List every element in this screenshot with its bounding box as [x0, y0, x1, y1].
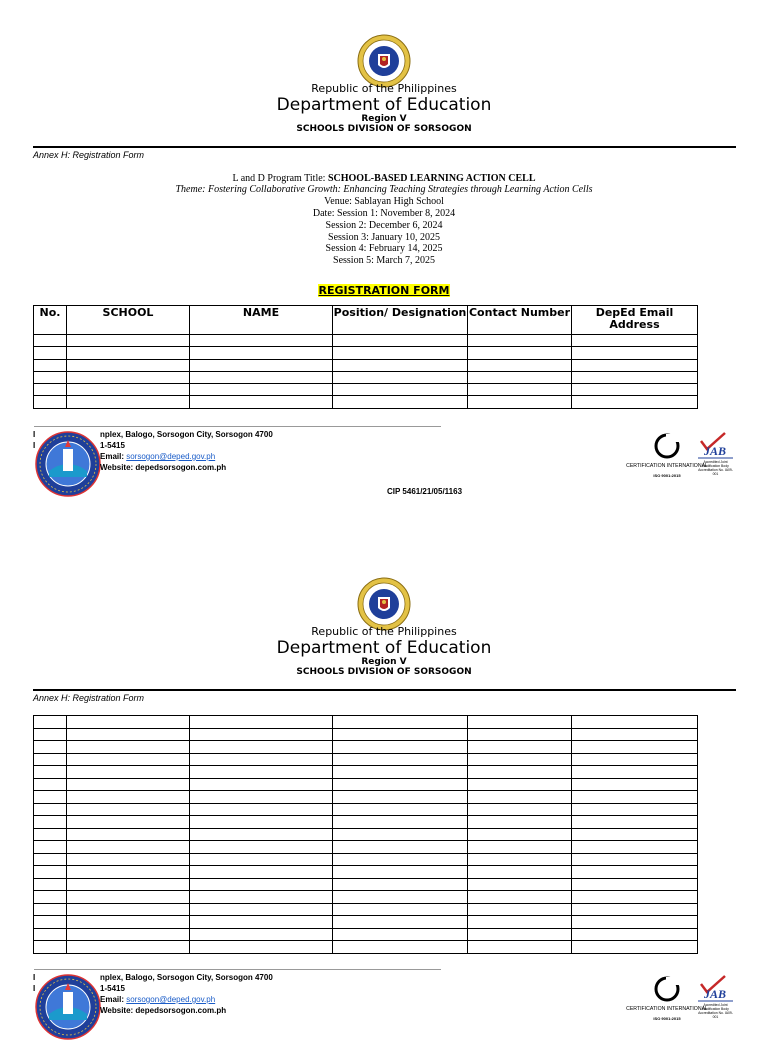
cert-iso: ISO 9001:2015 — [653, 1016, 681, 1021]
table-cell[interactable] — [468, 384, 572, 396]
table-cell[interactable] — [468, 766, 572, 779]
program-theme: Theme: Fostering Collaborative Growth: Enhancing Teaching Strategies through Learning Action Cells — [175, 184, 593, 195]
table-cell[interactable] — [67, 778, 190, 791]
table-cell[interactable] — [468, 866, 572, 879]
table-cell[interactable] — [67, 753, 190, 766]
table-cell[interactable] — [67, 766, 190, 779]
division-seal-icon — [35, 431, 101, 497]
session-4: Session 4: February 14, 2025 — [325, 243, 443, 254]
table-cell[interactable] — [190, 853, 333, 866]
session-2: Session 2: December 6, 2024 — [325, 220, 443, 231]
table-cell[interactable] — [572, 716, 698, 729]
footer-email-link[interactable]: sorsogon@deped.gov.ph — [126, 452, 216, 461]
table-cell[interactable] — [468, 841, 572, 854]
table-cell[interactable] — [572, 841, 698, 854]
table-cell[interactable] — [333, 396, 468, 408]
table-cell[interactable] — [572, 791, 698, 804]
table-row — [34, 728, 698, 741]
deped-seal-icon — [357, 34, 411, 88]
footer-stub-2: I — [33, 441, 36, 450]
table-cell[interactable] — [67, 396, 190, 408]
table-cell[interactable] — [572, 384, 698, 396]
table-cell[interactable] — [468, 928, 572, 941]
table-row — [34, 359, 698, 371]
table-cell[interactable] — [572, 728, 698, 741]
table-row — [34, 741, 698, 754]
footer-phone: 1-5415 — [100, 441, 125, 450]
footer-email-label: Email: — [100, 995, 127, 1004]
jab-caption: Accredited Joint Certification Body Accreditation No. IA09-001 — [698, 1003, 733, 1019]
table-cell[interactable] — [190, 878, 333, 891]
table-cell[interactable] — [190, 716, 333, 729]
table-row — [34, 347, 698, 359]
table-cell[interactable] — [67, 891, 190, 904]
table-row — [34, 384, 698, 396]
table-cell[interactable] — [468, 941, 572, 954]
table-cell[interactable] — [34, 728, 67, 741]
table-cell[interactable] — [333, 916, 468, 929]
table-body — [34, 335, 698, 409]
table-cell[interactable] — [190, 384, 333, 396]
footer-stub-1: I — [33, 973, 36, 982]
cert-text: CERTIFICATION INTERNATIONAL — [626, 1006, 708, 1012]
table-cell[interactable] — [333, 741, 468, 754]
table-cell[interactable] — [34, 941, 67, 954]
table-cell[interactable] — [333, 853, 468, 866]
table-cell[interactable] — [34, 741, 67, 754]
table-cell[interactable] — [468, 753, 572, 766]
table-cell[interactable] — [190, 903, 333, 916]
table-cell[interactable] — [333, 816, 468, 829]
table-cell[interactable] — [34, 753, 67, 766]
col-name-header: NAME — [190, 306, 333, 335]
footer-rule — [34, 969, 441, 970]
table-cell[interactable] — [333, 766, 468, 779]
table-cell[interactable] — [333, 828, 468, 841]
republic-text: Republic of the Philippines — [311, 625, 457, 638]
table-cell[interactable] — [67, 347, 190, 359]
footer-website: Website: depedsorsogon.com.ph — [100, 1006, 227, 1015]
table-cell[interactable] — [34, 891, 67, 904]
footer-rule — [34, 426, 441, 427]
table-cell[interactable] — [333, 791, 468, 804]
table-cell[interactable] — [468, 778, 572, 791]
table-cell[interactable] — [468, 816, 572, 829]
table-cell[interactable] — [67, 371, 190, 383]
table-cell[interactable] — [34, 335, 67, 347]
session-1: Date: Session 1: November 8, 2024 — [312, 208, 456, 219]
table-cell[interactable] — [468, 359, 572, 371]
table-cell[interactable] — [67, 716, 190, 729]
table-cell[interactable] — [333, 716, 468, 729]
table-cell[interactable] — [34, 766, 67, 779]
division-text: SCHOOLS DIVISION OF SORSOGON — [296, 124, 472, 134]
table-cell[interactable] — [34, 347, 67, 359]
footer-phone: 1-5415 — [100, 984, 125, 993]
table-row — [34, 371, 698, 383]
table-cell[interactable] — [34, 878, 67, 891]
table-cell[interactable] — [190, 371, 333, 383]
table-cell[interactable] — [190, 816, 333, 829]
table-cell[interactable] — [67, 335, 190, 347]
table-row — [34, 335, 698, 347]
table-cell[interactable] — [34, 828, 67, 841]
deped-seal-icon — [357, 577, 411, 631]
session-3: Session 3: January 10, 2025 — [328, 232, 440, 243]
table-row — [34, 816, 698, 829]
registration-table-continued — [33, 715, 698, 954]
certification-logos — [626, 431, 735, 483]
cert-text: CERTIFICATION INTERNATIONAL — [626, 463, 708, 469]
table-cell[interactable] — [572, 396, 698, 408]
table-cell[interactable] — [34, 359, 67, 371]
table-cell[interactable] — [190, 841, 333, 854]
table-cell[interactable] — [333, 903, 468, 916]
table-cell[interactable] — [572, 335, 698, 347]
table-cell[interactable] — [190, 941, 333, 954]
table-cell[interactable] — [572, 891, 698, 904]
jab-text: JAB — [703, 987, 727, 1001]
table-cell[interactable] — [468, 741, 572, 754]
table-cell[interactable] — [572, 903, 698, 916]
table-cell[interactable] — [67, 878, 190, 891]
table-cell[interactable] — [572, 803, 698, 816]
jab-caption: Accredited Joint Certification Body Accreditation No. IA09-001 — [698, 460, 733, 476]
footer-email-label: Email: — [100, 452, 127, 461]
table-row — [34, 916, 698, 929]
table-cell[interactable] — [190, 916, 333, 929]
table-cell[interactable] — [572, 359, 698, 371]
division-text: SCHOOLS DIVISION OF SORSOGON — [296, 667, 472, 677]
table-cell[interactable] — [333, 891, 468, 904]
col-email-header: DepEd Email Address — [572, 306, 698, 335]
department-title: Department of Education — [276, 95, 492, 115]
table-cell[interactable] — [67, 359, 190, 371]
program-title: SCHOOL-BASED LEARNING ACTION CELL — [327, 173, 536, 184]
table-cell[interactable] — [67, 903, 190, 916]
table-cell[interactable] — [468, 891, 572, 904]
registration-title-wrap — [0, 279, 768, 298]
table-cell[interactable] — [333, 384, 468, 396]
table-cell[interactable] — [333, 928, 468, 941]
table-cell[interactable] — [468, 716, 572, 729]
table-cell[interactable] — [468, 878, 572, 891]
header-rule — [33, 689, 736, 691]
republic-text: Republic of the Philippines — [311, 82, 457, 95]
table-cell[interactable] — [67, 728, 190, 741]
certification-logos — [626, 974, 735, 1026]
table-cell[interactable] — [333, 941, 468, 954]
table-cell[interactable] — [34, 841, 67, 854]
table-cell[interactable] — [572, 778, 698, 791]
footer-email-line — [100, 452, 215, 463]
table-cell[interactable] — [190, 741, 333, 754]
table-cell[interactable] — [67, 941, 190, 954]
table-cell[interactable] — [572, 741, 698, 754]
table-row — [34, 941, 698, 954]
table-cell[interactable] — [468, 828, 572, 841]
cip-number: CIP 5461/21/05/1163 — [387, 487, 463, 496]
table-row — [34, 853, 698, 866]
department-title: Department of Education — [276, 638, 492, 658]
table-cell[interactable] — [572, 766, 698, 779]
table-cell[interactable] — [190, 335, 333, 347]
footer-email-line — [100, 995, 215, 1006]
table-cell[interactable] — [468, 791, 572, 804]
table-row — [34, 778, 698, 791]
table-cell[interactable] — [67, 803, 190, 816]
table-cell[interactable] — [190, 359, 333, 371]
table-cell[interactable] — [333, 359, 468, 371]
table-cell[interactable] — [67, 828, 190, 841]
table-cell[interactable] — [468, 903, 572, 916]
table-cell[interactable] — [34, 916, 67, 929]
col-school-header: SCHOOL — [67, 306, 190, 335]
table-cell[interactable] — [190, 347, 333, 359]
table-cell[interactable] — [67, 841, 190, 854]
table-cell[interactable] — [190, 791, 333, 804]
table-row — [34, 791, 698, 804]
table-cell[interactable] — [468, 853, 572, 866]
header-rule — [33, 146, 736, 148]
table-cell[interactable] — [333, 841, 468, 854]
table-cell[interactable] — [67, 928, 190, 941]
table-cell[interactable] — [333, 371, 468, 383]
cert-iso: ISO 9001:2015 — [653, 473, 681, 478]
table-row — [34, 766, 698, 779]
table-cell[interactable] — [468, 335, 572, 347]
annex-label: Annex H: Registration Form — [33, 150, 145, 160]
table-cell[interactable] — [34, 803, 67, 816]
table-cell[interactable] — [190, 928, 333, 941]
table-cell[interactable] — [34, 384, 67, 396]
table-cell[interactable] — [190, 866, 333, 879]
table-cell[interactable] — [34, 778, 67, 791]
table-cell[interactable] — [190, 778, 333, 791]
table-cell[interactable] — [67, 916, 190, 929]
table-cell[interactable] — [67, 866, 190, 879]
table-cell[interactable] — [67, 816, 190, 829]
footer-website: Website: depedsorsogon.com.ph — [100, 463, 227, 472]
table-row — [34, 878, 698, 891]
table-row — [34, 716, 698, 729]
table-cell[interactable] — [468, 728, 572, 741]
table-cell[interactable] — [34, 866, 67, 879]
table-cell[interactable] — [34, 371, 67, 383]
table-cell[interactable] — [572, 828, 698, 841]
table-cell[interactable] — [190, 891, 333, 904]
jab-logo — [696, 433, 735, 480]
table-cell[interactable] — [572, 916, 698, 929]
program-venue: Venue: Sablayan High School — [324, 196, 444, 207]
table-cell[interactable] — [190, 766, 333, 779]
table-row — [34, 866, 698, 879]
annex-label: Annex H: Registration Form — [33, 693, 145, 703]
division-seal-icon — [35, 974, 101, 1040]
table-cell[interactable] — [468, 371, 572, 383]
col-no-header: No. — [34, 306, 67, 335]
jab-logo — [696, 976, 735, 1023]
table-cell[interactable] — [468, 916, 572, 929]
table-cell[interactable] — [34, 716, 67, 729]
footer-address: nplex, Balogo, Sorsogon City, Sorsogon 4700 — [100, 973, 273, 982]
table-cell[interactable] — [34, 396, 67, 408]
table-row — [34, 803, 698, 816]
table-cell[interactable] — [572, 928, 698, 941]
table-cell[interactable] — [572, 866, 698, 879]
session-5: Session 5: March 7, 2025 — [333, 255, 435, 266]
table-row — [34, 828, 698, 841]
table-cell[interactable] — [333, 878, 468, 891]
table-cell[interactable] — [572, 941, 698, 954]
table-cell[interactable] — [333, 753, 468, 766]
table-cell[interactable] — [67, 853, 190, 866]
table-cell[interactable] — [67, 384, 190, 396]
table-cell[interactable] — [572, 753, 698, 766]
table-cell[interactable] — [34, 903, 67, 916]
table-cell[interactable] — [190, 728, 333, 741]
table-cell[interactable] — [572, 347, 698, 359]
footer-stub-1: I — [33, 430, 36, 439]
footer-email-link[interactable]: sorsogon@deped.gov.ph — [126, 995, 216, 1004]
table-row — [34, 753, 698, 766]
table-cell[interactable] — [572, 853, 698, 866]
registration-table — [33, 305, 698, 409]
table-cell[interactable] — [34, 791, 67, 804]
table-cell[interactable] — [468, 396, 572, 408]
table-row — [34, 841, 698, 854]
table-cell[interactable] — [190, 753, 333, 766]
table-header-row — [34, 306, 698, 335]
table-cell[interactable] — [67, 791, 190, 804]
table-row — [34, 928, 698, 941]
table-cell[interactable] — [190, 828, 333, 841]
table-cell[interactable] — [572, 816, 698, 829]
footer-stub-2: I — [33, 984, 36, 993]
table-cell[interactable] — [34, 853, 67, 866]
col-contact-header: Contact Number — [468, 306, 572, 335]
table-cell[interactable] — [67, 741, 190, 754]
table-row — [34, 903, 698, 916]
table-cell[interactable] — [333, 866, 468, 879]
table-cell[interactable] — [333, 335, 468, 347]
table-cell[interactable] — [190, 396, 333, 408]
footer-address: nplex, Balogo, Sorsogon City, Sorsogon 4700 — [100, 430, 273, 439]
table-cell[interactable] — [333, 728, 468, 741]
table-cell[interactable] — [572, 878, 698, 891]
program-title-prefix: L and D Program Title: — [232, 173, 328, 184]
table-cell[interactable] — [190, 803, 333, 816]
table-cell[interactable] — [333, 803, 468, 816]
table-cell[interactable] — [468, 803, 572, 816]
table-cell[interactable] — [333, 347, 468, 359]
table-body — [34, 716, 698, 954]
table-row — [34, 891, 698, 904]
col-position-header: Position/ Designation — [333, 306, 468, 335]
table-row — [34, 396, 698, 408]
table-cell[interactable] — [34, 816, 67, 829]
table-cell[interactable] — [572, 371, 698, 383]
region-text: Region V — [361, 657, 407, 667]
registration-title: REGISTRATION FORM — [318, 284, 450, 297]
table-cell[interactable] — [468, 347, 572, 359]
table-cell[interactable] — [333, 778, 468, 791]
table-cell[interactable] — [34, 928, 67, 941]
jab-text: JAB — [703, 444, 727, 458]
region-text: Region V — [361, 114, 407, 124]
